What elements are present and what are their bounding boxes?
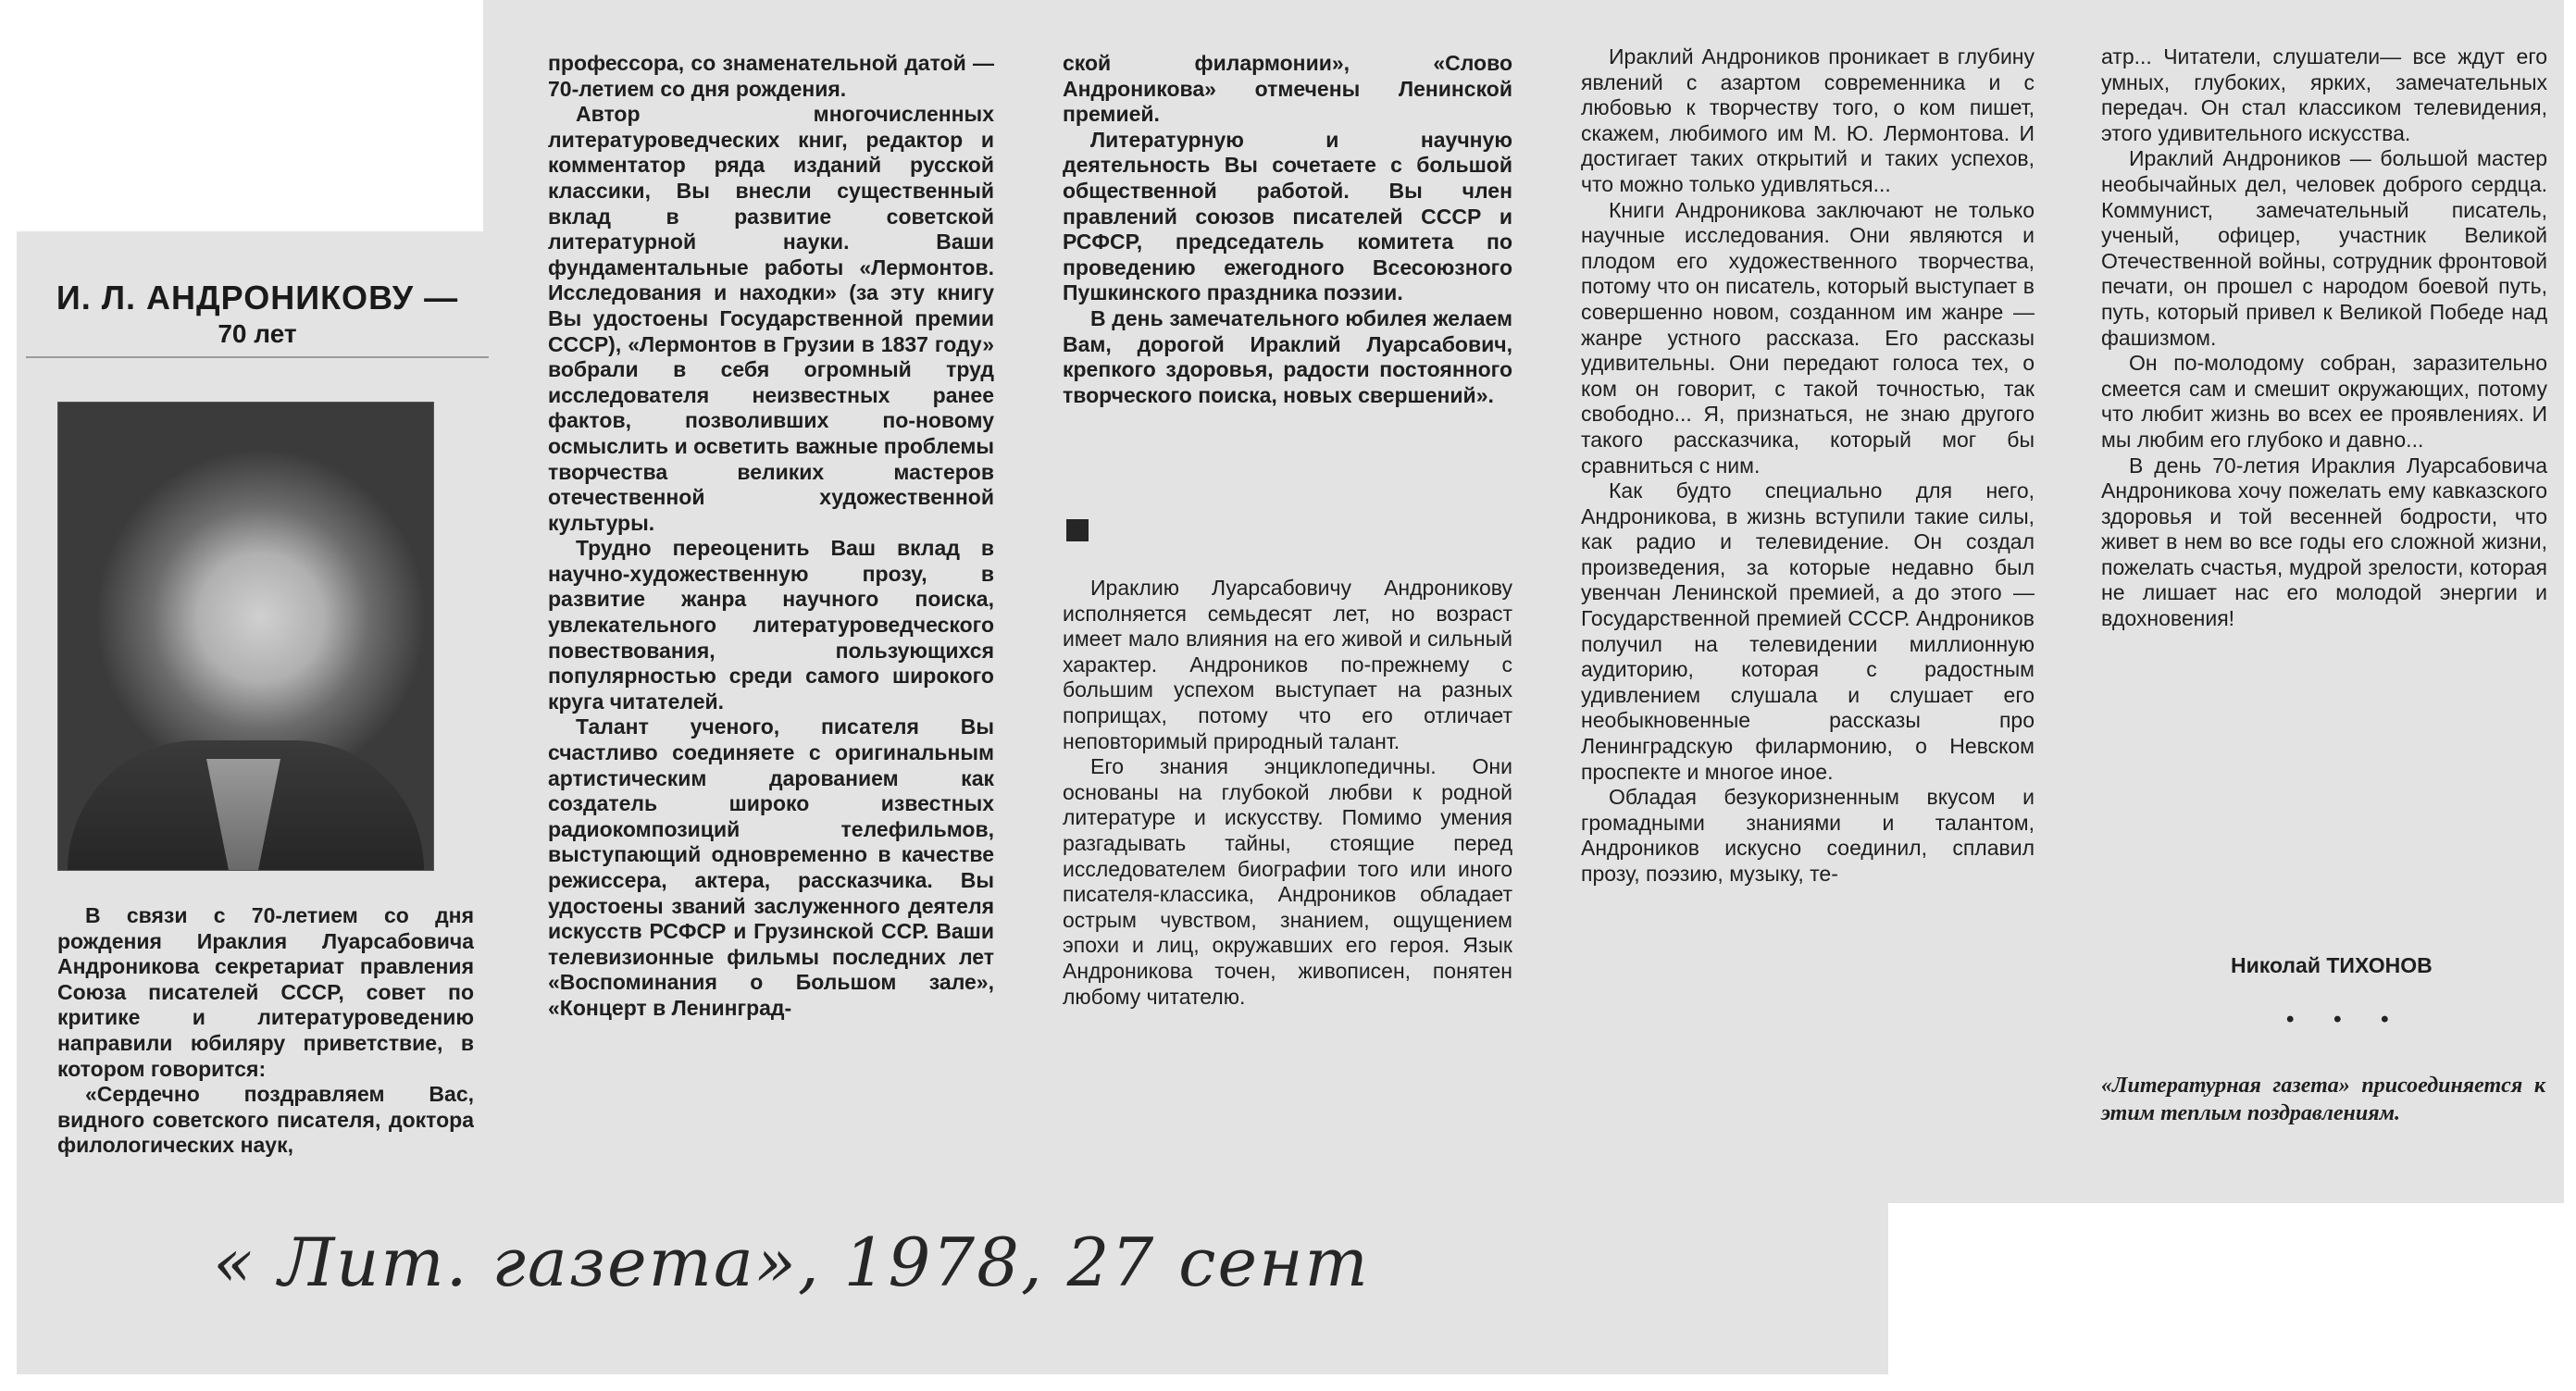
col3-paragraph-1: ской филармонии», «Слово Андроникова» отмечены Ленинской премией.	[1063, 51, 1512, 127]
col3-paragraph-5: Его знания энциклопедичны. Они основаны на глубокой любви к родной литературе и искусству. Помимо умения разгадывать тайны, стоящие перед исследователем биографии того или иного писателя-классика, Андроников обладает острым чувством, знанием, ощущением эпохи и лиц, окружавших его героя. Язык Андроникова точен, живописен, понятен любому читателю.	[1063, 754, 1512, 1009]
quote-start: «Сердечно поздравляем Вас, видного советского писателя, доктора филологических наук,	[57, 1082, 474, 1158]
article-column-4	[1581, 44, 2035, 1187]
col3-paragraph-3: В день замечательного юбилея желаем Вам, дорогой Ираклий Луарсабович, крепкого здоровья, радости постоянного творческого поиска, новых свершений».	[1063, 305, 1512, 407]
article-column-5	[2101, 44, 2547, 942]
separator-dots: • • •	[2286, 1007, 2406, 1032]
col2-paragraph-3: Трудно переоценить Ваш вклад в научно-художественную прозу, в развитие жанра научного поиска, увлекательного литературоведческого повествования, пользующихся популярностью среди самого широкого круга читателей.	[548, 536, 994, 714]
col5-paragraph-2: Ираклий Андроников — большой мастер необычайных дел, человек доброго сердца. Коммунист, замечательный писатель, ученый, офицер, участник Великой Отечественной войны, сотрудник фронтовой печати, он прошел с народом боевой путь, путь, который привел к Великой Победе над фашизмом.	[2101, 146, 2547, 350]
col5-paragraph-4: В день 70-летия Ираклия Луарсабовича Андроникова хочу пожелать ему кавказского здоровья и той весенней бодрости, что живет в нем во все годы его сложной жизни, пожелать счастья, мудрой зрелости, которая не лишает нас его молодой энергии и вдохновения!	[2101, 453, 2547, 631]
headline-title: И. Л. АНДРОНИКОВУ —	[56, 279, 459, 317]
section-divider-icon	[1066, 519, 1089, 541]
portrait-photo	[57, 402, 434, 871]
col2-paragraph-4: Талант ученого, писателя Вы счастливо соединяете с оригинальным артистическим дарованием как создатель широко известных радиокомпозиций телефильмов, выступающий одновременно в качестве режиссера, актера, рассказчика. Вы удостоены званий заслуженного деятеля искусств РСФСР и Грузинской ССР. Ваши телевизионные фильмы последних лет «Воспоминания о Большом зале», «Концерт в Ленинград-	[548, 714, 994, 1020]
article-column-2	[548, 51, 994, 1180]
editorial-footnote: «Литературная газета» присоединяется к этим теплым поздравлениям.	[2101, 1074, 2545, 1125]
headline	[26, 278, 489, 350]
headline-subtitle: 70 лет	[218, 319, 297, 348]
col4-paragraph-4: Обладая безукоризненным вкусом и громадными знаниями и талантом, Андроников искусно соединил, сплавил прозу, поэзию, музыку, те-	[1581, 785, 2035, 886]
col3-paragraph-4: Ираклию Луарсабовичу Андроникову исполняется семьдесят лет, но возраст имеет мало влияния на его живой и сильный характер. Андроников по-прежнему с большим успехом выступает на разных поприщах, потому что его отличает неповторимый природный талант.	[1063, 576, 1512, 753]
headline-rule	[26, 356, 489, 358]
article-column-3	[1063, 51, 1512, 551]
col5-paragraph-1: атр... Читатели, слушатели— все ждут его умных, глубоких, ярких, замечательных передач. Он стал классиком телевидения, этого удивительного искусства.	[2101, 44, 2547, 145]
handwritten-source-note: « Лит. газета», 1978, 27 сент	[213, 1223, 1370, 1301]
author-signature: Николай ТИХОНОВ	[2231, 953, 2433, 977]
article-column-3-lower	[1063, 576, 1512, 1177]
col4-paragraph-2: Книги Андроникова заключают не только научные исследования. Они являются и плодом его художественного творчества, потому что он писатель, который выступает в совершенно новом, созданном им жанре — жанре устного рассказа. Его рассказы удивительны. Они передают голоса тех, о ком он говорит, с такой точностью, так свободно... Я, признаться, не знаю другого такого рассказчика, который мог бы сравниться с ним.	[1581, 197, 2035, 478]
col4-paragraph-3: Как будто специально для него, Андроникова, в жизнь вступили такие силы, как радио и телевидение. Он создал произведения, за которые недавно был увенчан Ленинской премией, а до этого — Государственной премией СССР. Андроников получил на телевидении миллионную аудиторию, которая с радостным удивлением слушала и слушает его необыкновенные рассказы про Ленинградскую филармонию, о Невском проспекте и многое иное.	[1581, 478, 2035, 784]
col5-paragraph-3: Он по-молодому собран, заразительно смеется сам и смешит окружающих, потому что любит жизнь во всех ее проявлениях. И мы любим его глубоко и давно...	[2101, 351, 2547, 452]
article-column-1	[57, 903, 474, 1172]
col4-paragraph-1: Ираклий Андроников проникает в глубину явлений с азартом современника и с любовью к творчеству того, о ком пишет, скажем, любимого им М. Ю. Лермонтова. И достигает таких открытий и таких успехов, что можно только удивляться...	[1581, 44, 2035, 196]
intro-paragraph: В связи с 70-летием со дня рождения Ираклия Луарсабовича Андроникова секретариат правления Союза писателей СССР, совет по критике и литературоведению направили юбиляру приветствие, в котором говорится:	[57, 903, 474, 1081]
col3-paragraph-2: Литературную и научную деятельность Вы сочетаете с большой общественной работой. Вы член правлений союзов писателей СССР и РСФСР, председатель комитета по проведению ежегодного Всесоюзного Пушкинского праздника поэзии.	[1063, 127, 1512, 305]
col2-paragraph-2: Автор многочисленных литературоведческих книг, редактор и комментатор ряда изданий русской классики, Вы внесли существенный вклад в развитие советской литературной науки. Ваши фундаментальные работы «Лермонтов. Исследования и находки» (за эту книгу Вы удостоены Государственной премии СССР), «Лермонтов в Грузии в 1837 году» вобрали в себя огромный труд исследователя неизвестных ранее фактов, позволивших по-новому осмыслить и осветить важные проблемы творчества великих мастеров отечественной художественной культуры.	[548, 102, 994, 535]
col2-paragraph-1: профессора, со знаменательной датой — 70-летием со дня рождения.	[548, 51, 994, 101]
